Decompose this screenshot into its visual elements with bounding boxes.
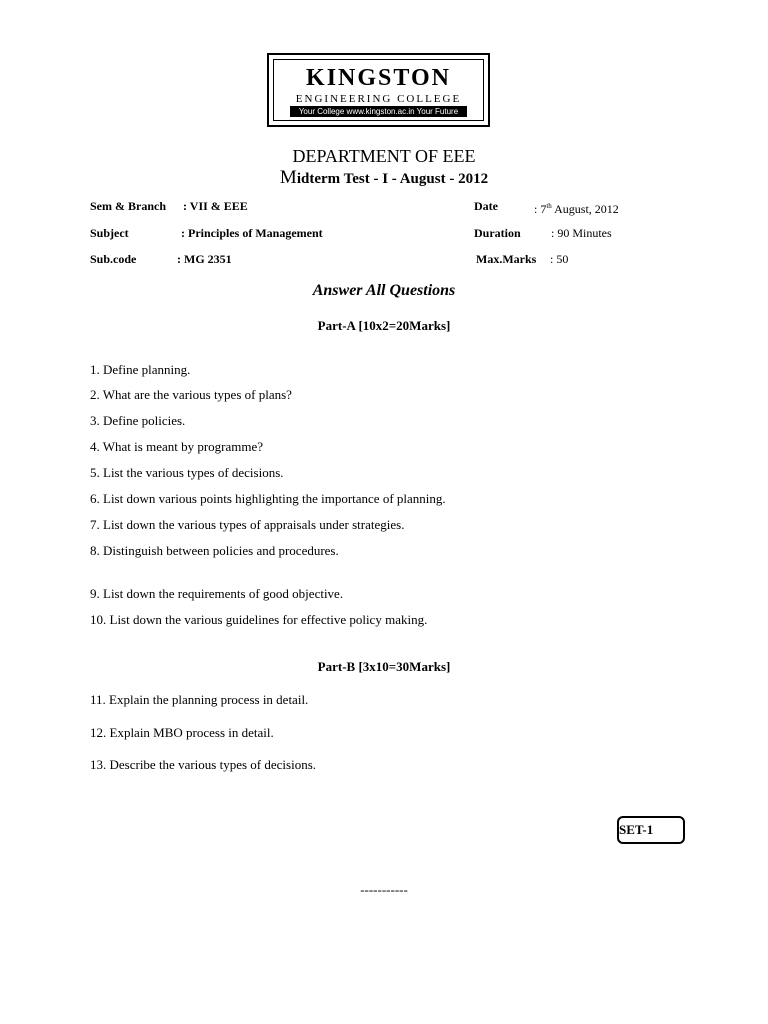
question-item: 10. List down the various guidelines for effective policy making. — [90, 612, 428, 627]
part-a-heading: Part-A [10x2=20Marks] — [317, 318, 451, 333]
date-label: Date — [474, 199, 498, 213]
department-title: DEPARTMENT OF EEE — [292, 146, 476, 166]
question-item: 6. List down various points highlighting the importance of planning. — [90, 491, 446, 506]
date-value — [534, 199, 619, 217]
question-item: 5. List the various types of decisions. — [90, 465, 284, 480]
duration-label: Duration — [474, 226, 521, 240]
logo-college-name: KINGSTON — [306, 65, 451, 91]
college-logo — [267, 53, 490, 127]
date-superscript: th — [546, 202, 552, 210]
test-title — [0, 168, 768, 189]
duration-value: : 90 Minutes — [551, 226, 612, 240]
question-item: 7. List down the various types of appraisals under strategies. — [90, 517, 405, 532]
question-item: 13. Describe the various types of decisions. — [90, 757, 317, 772]
question-item: 9. List down the requirements of good objective. — [90, 586, 344, 601]
subcode-value: : MG 2351 — [177, 252, 232, 266]
date-colon-day: : 7 — [534, 202, 547, 216]
set-label: SET-1 — [619, 822, 654, 837]
logo-tagline: Your College www.kingston.ac.in Your Future — [290, 106, 467, 117]
question-item: 4. What is meant by programme? — [90, 439, 264, 454]
question-item: 2. What are the various types of plans? — [90, 387, 292, 402]
question-item: 3. Define policies. — [90, 413, 186, 428]
question-item: 1. Define planning. — [90, 362, 191, 377]
logo-college-subtitle: ENGINEERING COLLEGE — [295, 93, 462, 105]
subject-value: : Principles of Management — [181, 226, 323, 240]
test-title-initial: M — [279, 167, 297, 188]
subcode-label: Sub.code — [90, 252, 137, 266]
question-item: 11. Explain the planning process in detail. — [90, 692, 309, 707]
part-b-heading: Part-B [3x10=30Marks] — [317, 659, 451, 674]
test-title-rest: idterm Test - I - August - 2012 — [296, 171, 489, 187]
sem-branch-label: Sem & Branch — [90, 199, 166, 213]
max-marks-value: : 50 — [550, 252, 569, 266]
max-marks-label: Max.Marks — [476, 252, 537, 266]
logo-inner-frame — [273, 59, 484, 121]
sem-branch-value: : VII & EEE — [183, 199, 248, 213]
end-marker: ----------- — [360, 882, 408, 897]
question-item: 8. Distinguish between policies and procedures. — [90, 543, 339, 558]
question-item: 12. Explain MBO process in detail. — [90, 725, 274, 740]
date-month-year: August, 2012 — [551, 202, 619, 216]
instructions-heading: Answer All Questions — [312, 282, 456, 299]
subject-label: Subject — [90, 226, 129, 240]
